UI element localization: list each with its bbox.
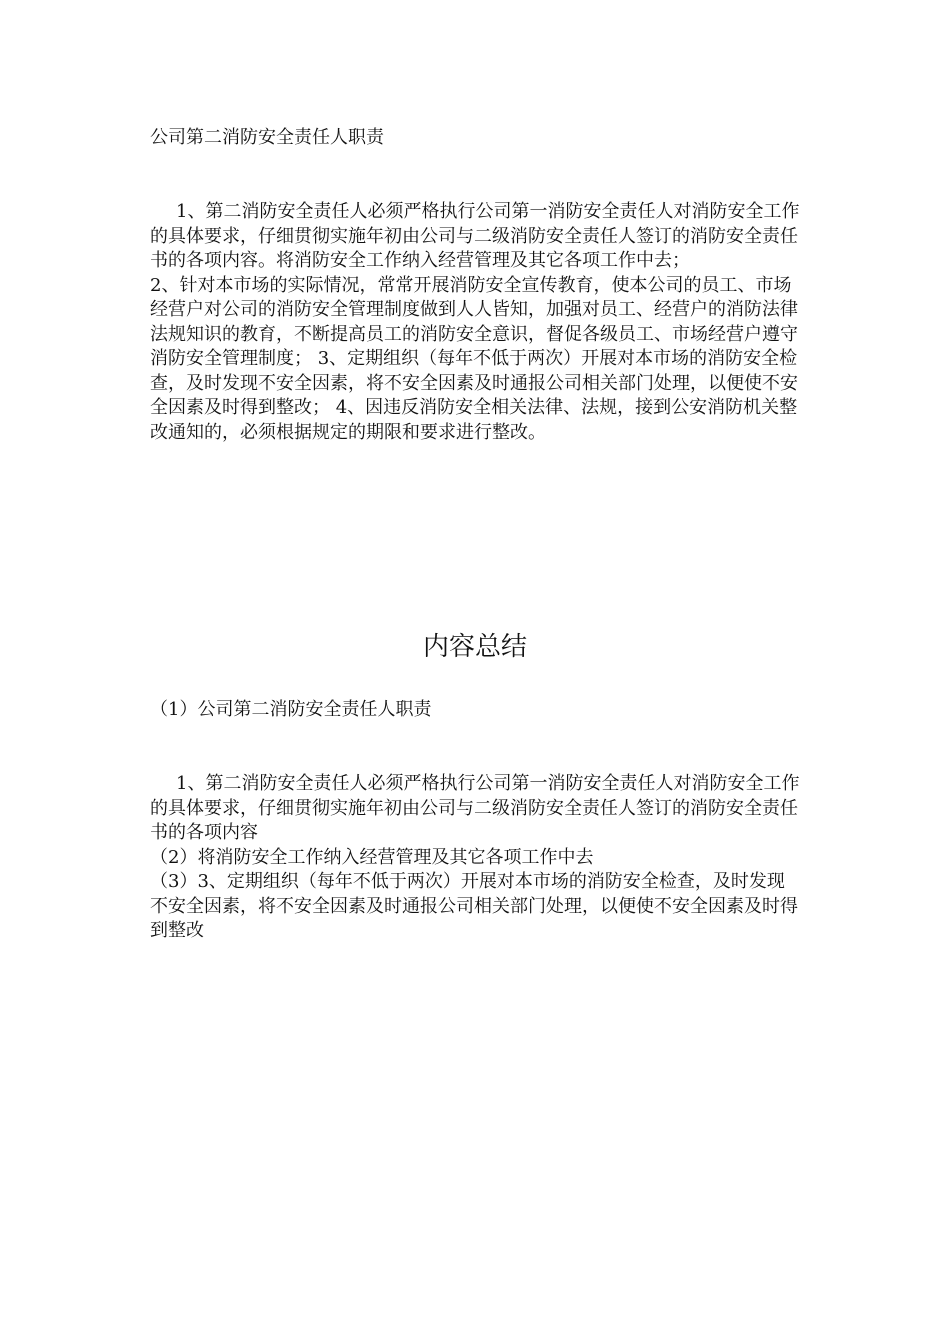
summary-heading: 内容总结 xyxy=(422,632,527,662)
paragraph-1: 1、第二消防安全责任人必须严格执行公司第一消防安全责任人对消防安全工作的具体要求，仔细贯彻实施年初由公司与二级消防安全责任人签订的消防安全责任书的各项内容。将消防安全工作纳入经营管理及其它各项工作中去； xyxy=(150,201,800,271)
summary-paragraph-3: （3）3、定期组织（每年不低于两次）开展对本市场的消防安全检查，及时发现不安全因素，将不安全因素及时通报公司相关部门处理，以便使不安全因素及时得到整改 xyxy=(150,871,798,941)
summary-paragraph-1: 1、第二消防安全责任人必须严格执行公司第一消防安全责任人对消防安全工作的具体要求，仔细贯彻实施年初由公司与二级消防安全责任人签订的消防安全责任书的各项内容 xyxy=(150,773,800,843)
summary-body xyxy=(150,772,800,944)
document-title: 公司第二消防安全责任人职责 xyxy=(150,127,384,148)
document-body xyxy=(150,200,800,445)
paragraph-2: 2、针对本市场的实际情况，常常开展消防安全宣传教育，使本公司的员工、市场经营户对公司的消防安全管理制度做到人人皆知，加强对员工、经营户的消防法律法规知识的教育，不断提高员工的消防安全意识，督促各级员工、市场经营户遵守消防安全管理制度； 3、定期组织（每年不低于两次）开展对本市场的消防安全检查，及时发现不安全因素，将不安全因素及时通报公司相关部门处理，以便使不安全因素及时得到整改； 4、因违反消防安全相关法律、法规，接到公安消防机关整改通知的，必须根据规定的期限和要求进行整改。 xyxy=(150,274,798,443)
summary-item-title: （1）公司第二消防安全责任人职责 xyxy=(150,699,432,720)
summary-paragraph-2: （2）将消防安全工作纳入经营管理及其它各项工作中去 xyxy=(150,846,594,868)
